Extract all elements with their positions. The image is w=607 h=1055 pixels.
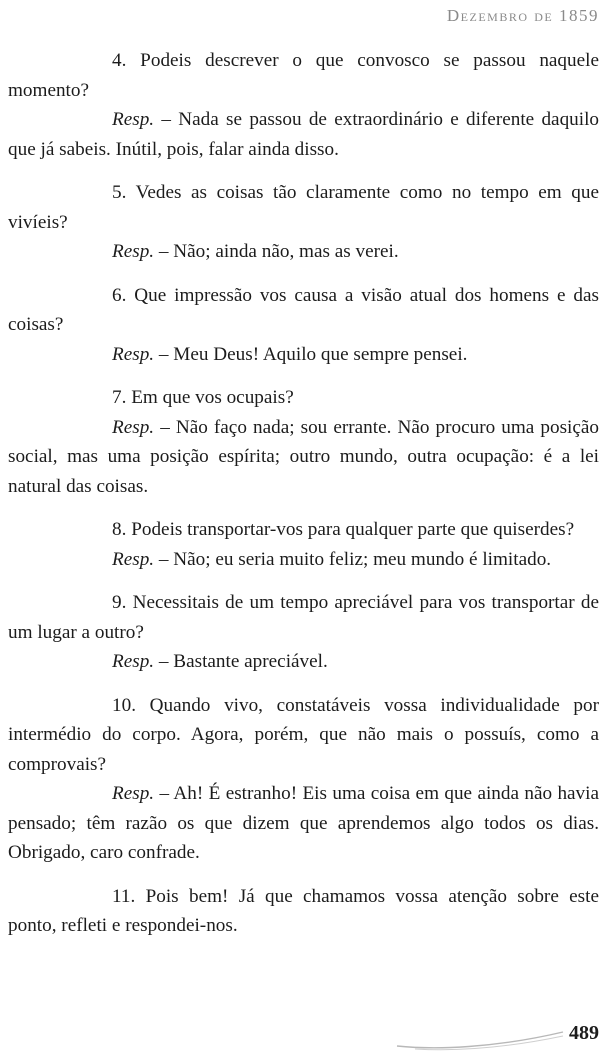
resp-label: Resp. xyxy=(112,241,155,262)
resp-label: Resp. xyxy=(112,416,155,438)
page-number: 489 xyxy=(569,1022,599,1044)
answer-text: – Nada se passou de extraordinário e diferente daquilo que já sabeis. Inútil, pois, falar ainda disso. xyxy=(8,109,600,160)
resp-label: Resp. xyxy=(112,783,155,804)
qa-entry-10 xyxy=(8,691,599,868)
answer-text: – Não; eu seria muito feliz; meu mundo é limitado. xyxy=(158,548,552,570)
answer-text: – Meu Deus! Aquilo que sempre pensei. xyxy=(158,343,468,365)
answer-paragraph xyxy=(8,779,599,868)
answer-text: – Bastante apreciável. xyxy=(158,651,328,672)
answer-text: – Ah! É estranho! Eis uma coisa em que ainda não havia pensado; têm razão os que dizem que aprendemos algo todos os dias. Obrigado, caro confrade. xyxy=(8,783,599,863)
question-text: 4. Podeis descrever o que convosco se passou naquele momento? xyxy=(8,50,599,101)
body-text xyxy=(8,46,599,955)
qa-entry-6 xyxy=(8,281,599,370)
qa-entry-9 xyxy=(8,588,599,677)
answer-text: – Não; ainda não, mas as verei. xyxy=(158,241,399,262)
question-text: 8. Podeis transportar-vos para qualquer parte que quiserdes? xyxy=(112,519,575,540)
question-text: 6. Que impressão vos causa a visão atual dos homens e das coisas? xyxy=(8,284,599,335)
answer-paragraph xyxy=(8,105,599,164)
question-text: 5. Vedes as coisas tão claramente como no tempo em que vivíeis? xyxy=(8,182,599,233)
resp-label: Resp. xyxy=(112,651,155,672)
resp-label: Resp. xyxy=(112,343,155,365)
qa-entry-11 xyxy=(8,882,599,941)
resp-label: Resp. xyxy=(112,548,155,570)
qa-entry-4 xyxy=(8,46,599,164)
answer-paragraph xyxy=(8,237,599,267)
footer-swoosh-ornament xyxy=(395,1022,565,1052)
question-text: 7. Em que vos ocupais? xyxy=(112,387,294,408)
question-text: 9. Necessitais de um tempo apreciável para vos transportar de um lugar a outro? xyxy=(8,592,599,643)
qa-entry-5 xyxy=(8,178,599,267)
question-text: 10. Quando vivo, constatáveis vossa individualidade por intermédio do corpo. Agora, porém, que não mais o possuís, como a comprovais? xyxy=(8,694,599,775)
answer-text: – Não faço nada; sou errante. Não procuro uma posição social, mas uma posição espírita; outro mundo, outra ocupação: é a lei natural das coisas. xyxy=(8,416,599,497)
qa-entry-8 xyxy=(8,515,599,574)
resp-label: Resp. xyxy=(112,109,155,130)
qa-entry-7 xyxy=(8,383,599,501)
question-text: 11. Pois bem! Já que chamamos vossa atenção sobre este ponto, refleti e respondei-nos. xyxy=(8,885,599,936)
answer-paragraph xyxy=(8,340,599,370)
answer-paragraph xyxy=(8,545,599,575)
answer-paragraph xyxy=(8,647,599,677)
running-header: Dezembro de 1859 xyxy=(446,6,599,25)
answer-paragraph xyxy=(8,413,599,502)
